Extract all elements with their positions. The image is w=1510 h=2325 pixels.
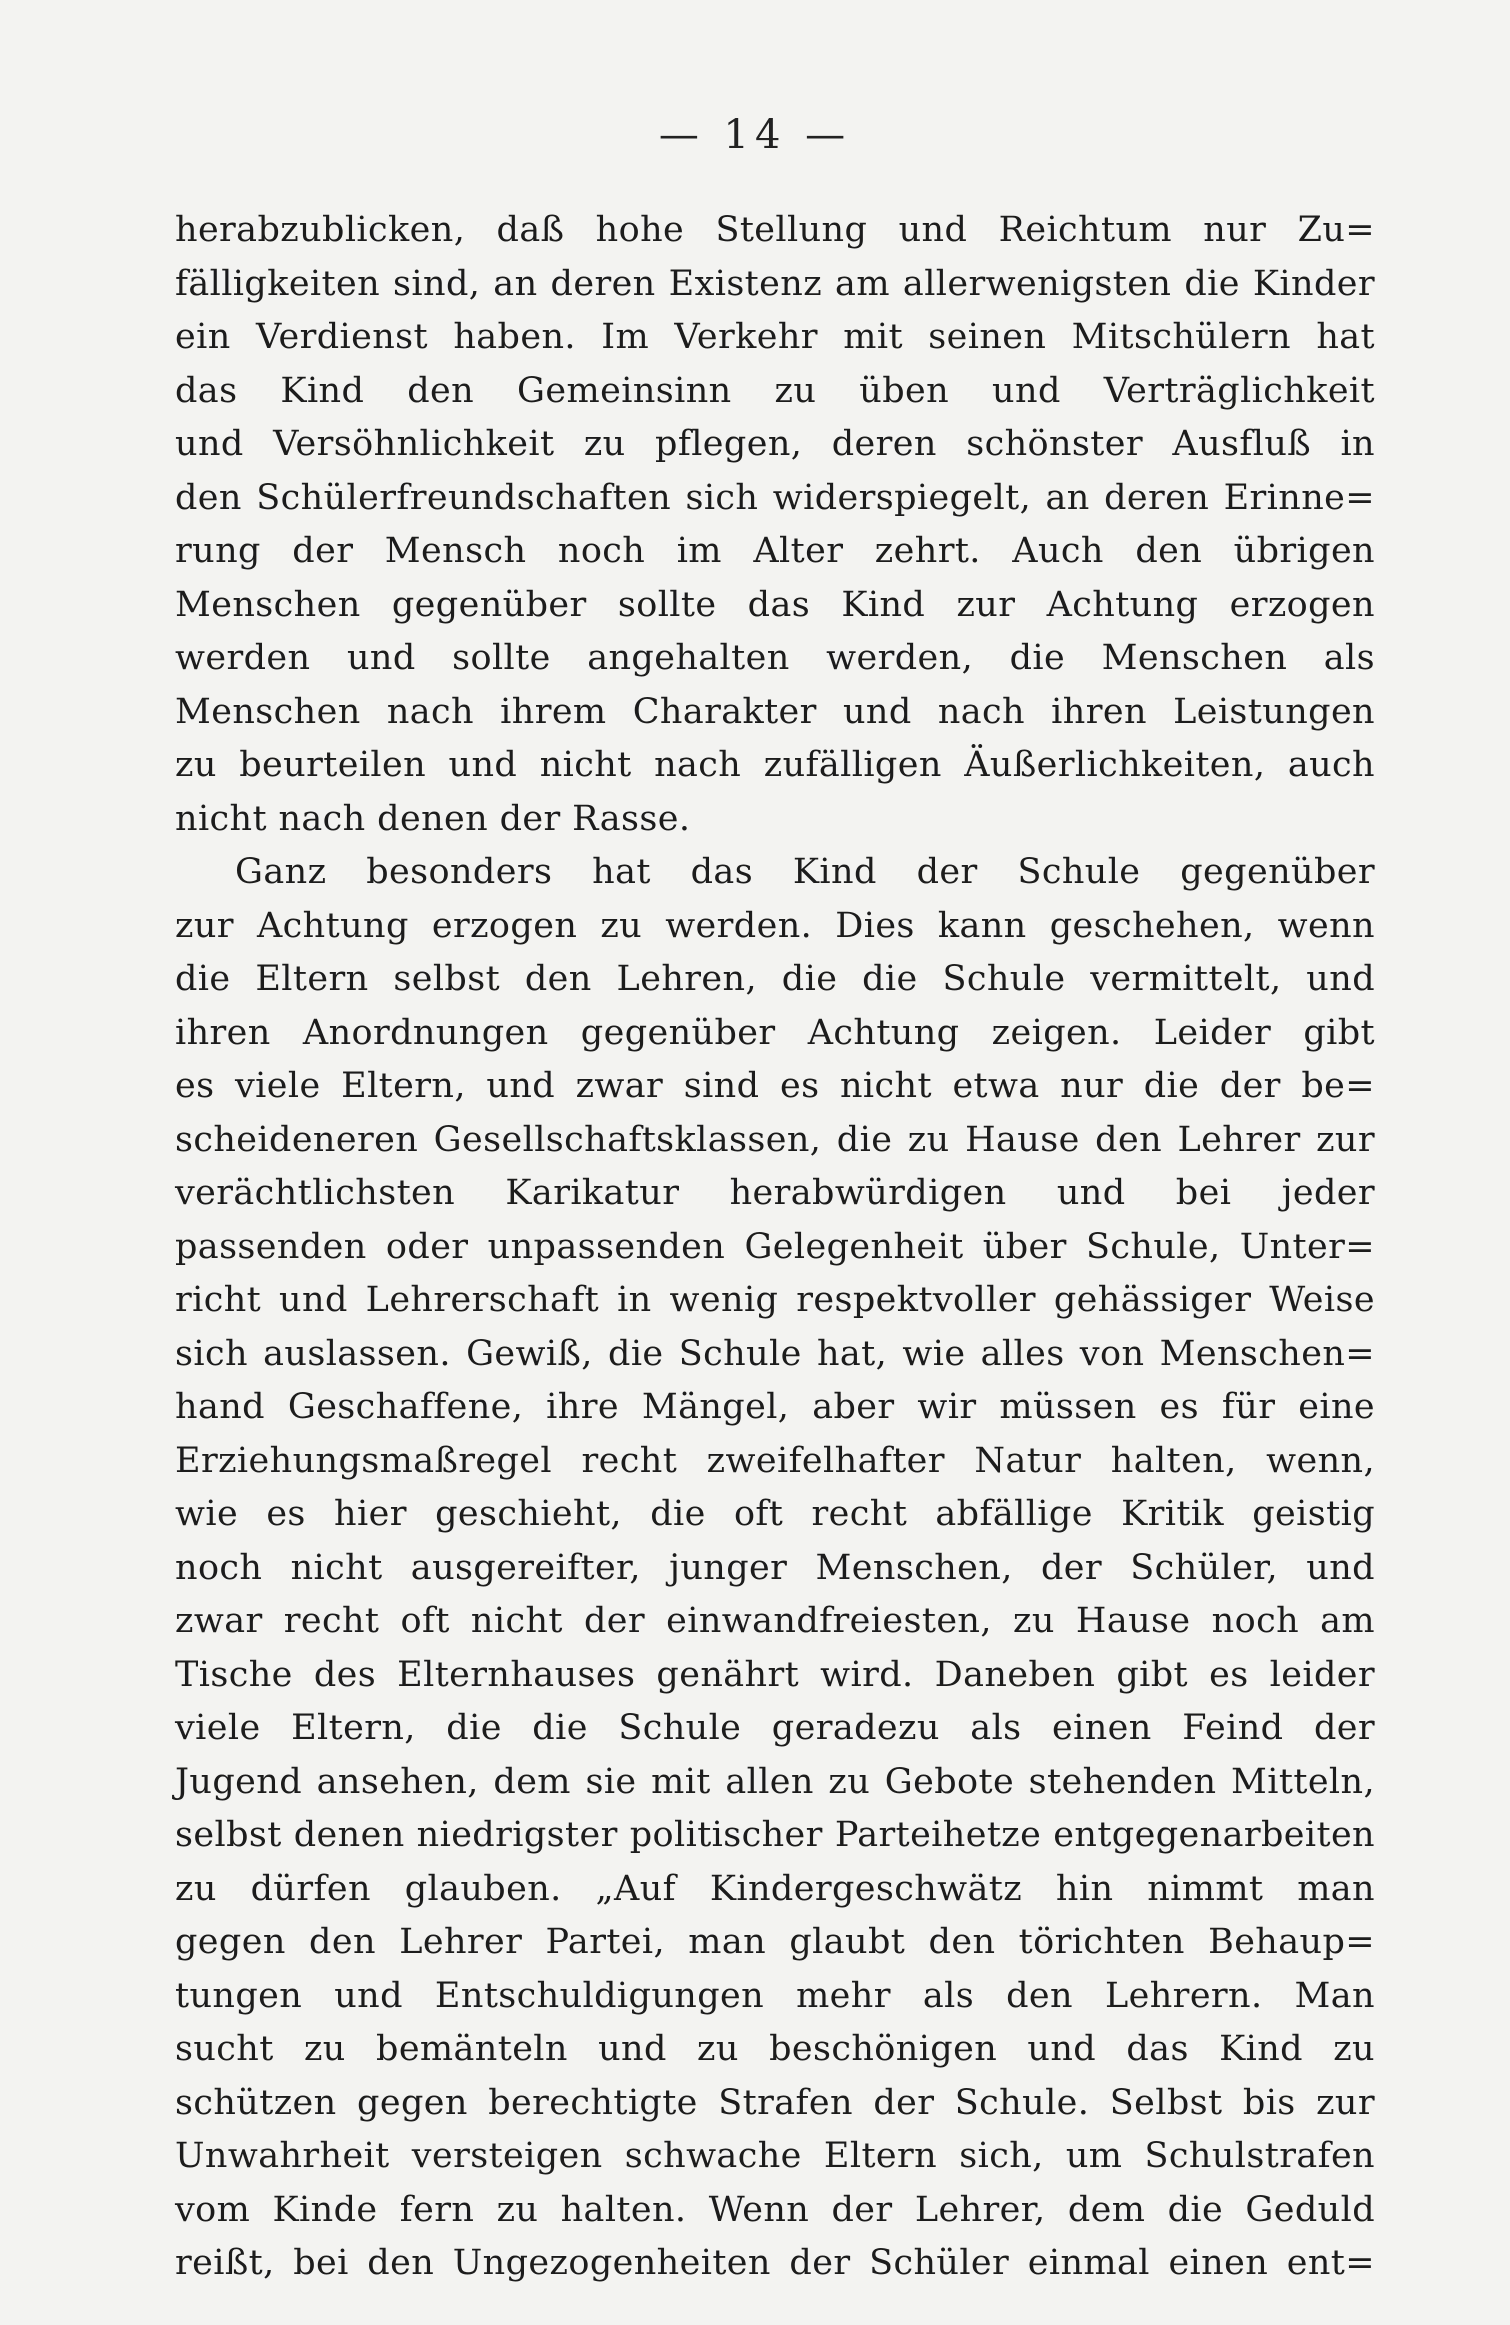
text-line: hand Geschaffene, ihre Mängel, aber wir müssen es für eine [175,1387,1375,1427]
text-line: es viele Eltern, und zwar sind es nicht etwa nur die der be= [175,1066,1375,1106]
text-line: sich auslassen. Gewiß, die Schule hat, wie alles von Menschen= [175,1333,1375,1374]
text-line: selbst denen niedrigster politischer Parteihetze entgegenarbeiten [175,1815,1375,1855]
text-line: und Versöhnlichkeit zu pflegen, deren schönster Ausfluß in [175,424,1375,464]
text-line: schützen gegen berechtigte Strafen der Schule. Selbst bis zur [175,2082,1375,2123]
text-line: Erziehungsmaßregel recht zweifelhafter Natur halten, wenn, [175,1440,1375,1481]
text-line: Tische des Elternhauses genährt wird. Daneben gibt es leider [175,1654,1375,1695]
text-line: tungen und Entschuldigungen mehr als den Lehrern. Man [175,1975,1375,2016]
paragraph-1 [175,204,1375,846]
text-line: rung der Mensch noch im Alter zehrt. Auch den übrigen [175,531,1375,571]
text-line: Menschen nach ihrem Charakter und nach ihren Leistungen [175,691,1375,732]
text-line: die Eltern selbst den Lehren, die die Schule vermittelt, und [175,959,1375,999]
text-line: viele Eltern, die die Schule geradezu als einen Feind der [175,1708,1375,1748]
text-line: scheideneren Gesellschaftsklassen, die zu Hause den Lehrer zur [175,1119,1375,1160]
text-line: herabzublicken, daß hohe Stellung und Reichtum nur Zu= [175,210,1375,250]
text-line: ihren Anordnungen gegenüber Achtung zeigen. Leider gibt [175,1012,1375,1053]
text-line: reißt, bei den Ungezogenheiten der Schüler einmal einen ent= [175,2243,1375,2283]
text-line: zu beurteilen und nicht nach zufälligen Äußerlichkeiten, auch [175,745,1375,785]
text-line: Jugend ansehen, dem sie mit allen zu Gebote stehenden Mitteln, [175,1761,1375,1802]
text-line: nicht nach denen der Rasse. [175,798,691,839]
body-text [175,204,1375,2291]
paragraph-2 [175,846,1375,2291]
text-line: zur Achtung erzogen zu werden. Dies kann geschehen, wenn [175,905,1375,946]
text-line: werden und sollte angehalten werden, die Menschen als [175,638,1375,678]
text-line: Menschen gegenüber sollte das Kind zur Achtung erzogen [175,584,1375,625]
text-line: sucht zu bemänteln und zu beschönigen und das Kind zu [175,2029,1375,2069]
text-line: Ganz besonders hat das Kind der Schule gegenüber [235,852,1375,892]
text-line: gegen den Lehrer Partei, man glaubt den törichten Behaup= [175,1922,1375,1962]
text-line: ein Verdienst haben. Im Verkehr mit seinen Mitschülern hat [175,317,1375,357]
text-line: fälligkeiten sind, an deren Existenz am allerwenigsten die Kinder [175,263,1375,304]
text-line: das Kind den Gemeinsinn zu üben und Verträglichkeit [175,370,1375,411]
text-line: Unwahrheit versteigen schwache Eltern sich, um Schulstrafen [175,2136,1375,2176]
text-line: richt und Lehrerschaft in wenig respektvoller gehässiger Weise [175,1280,1375,1320]
text-line: zwar recht oft nicht der einwandfreiesten, zu Hause noch am [175,1601,1375,1641]
text-line: den Schülerfreundschaften sich widerspiegelt, an deren Erinne= [175,477,1375,518]
text-line: vom Kinde fern zu halten. Wenn der Lehrer, dem die Geduld [175,2189,1375,2230]
text-line: zu dürfen glauben. „Auf Kindergeschwätz hin nimmt man [175,1868,1375,1909]
text-line: passenden oder unpassenden Gelegenheit über Schule, Unter= [175,1226,1375,1267]
text-line: verächtlichsten Karikatur herabwürdigen und bei jeder [175,1173,1375,1213]
page-number: — 14 — [658,112,852,158]
text-line: wie es hier geschieht, die oft recht abfällige Kritik geistig [175,1494,1375,1534]
text-line: noch nicht ausgereifter, junger Menschen, der Schüler, und [175,1547,1375,1588]
